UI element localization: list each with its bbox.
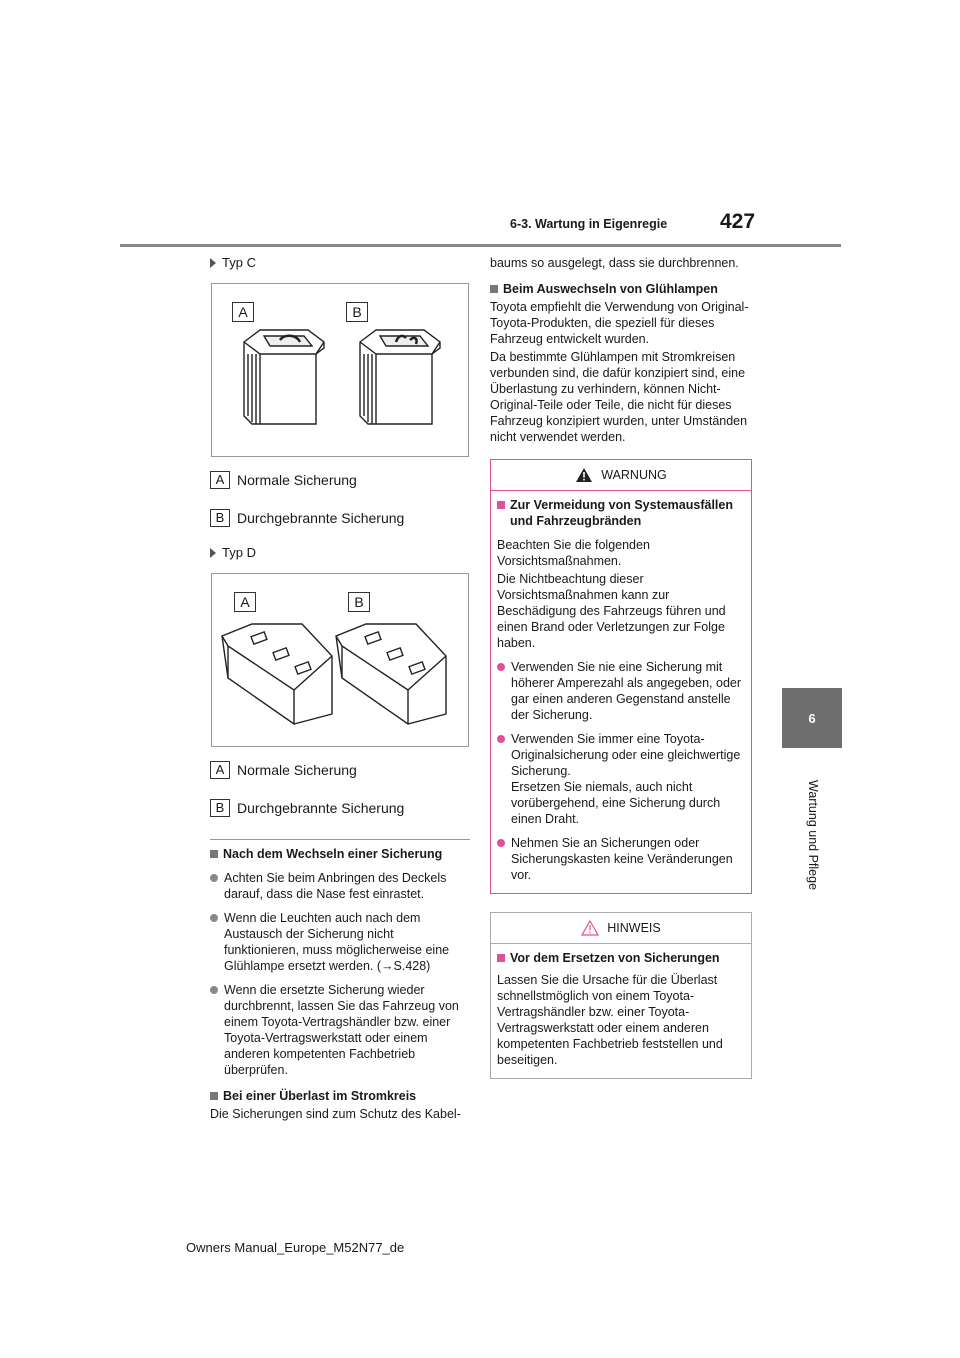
bulbs-heading: Beim Auswechseln von Glühlampen xyxy=(490,281,752,297)
list-item: Wenn die ersetzte Sicherung wieder durchbrennt, lassen Sie das Fahrzeug von einem Toyota-Vertragshändler bzw. einer Toyota-Vertragswerkstatt oder einem anderen kompetenten Fachbetrieb überprüfen. xyxy=(210,982,470,1078)
bulbs-text: Toyota empfiehlt die Verwendung von Original-Toyota-Produkten, die speziell für dieses Fahrzeug entwickelt wurden. xyxy=(490,300,749,346)
divider xyxy=(210,839,470,840)
legend-key-a: A xyxy=(210,471,230,489)
list-item: Verwenden Sie nie eine Sicherung mit höherer Amperezahl als angegeben, oder gar einen anderen Gegenstand anstelle der Sicherung. xyxy=(497,659,745,723)
notice-box xyxy=(490,912,752,1079)
list-item: Achten Sie beim Anbringen des Deckels darauf, dass die Nase fest einrastet. xyxy=(210,870,470,902)
chapter-tab xyxy=(782,688,842,748)
square-bullet-icon xyxy=(210,850,218,858)
right-column xyxy=(490,255,752,1079)
notice-text: Lassen Sie die Ursache für die Überlast schnellstmöglich von einem Toyota-Vertragshändler bzw. einer Toyota-Vertragswerkstatt oder einem anderen kompetenten Fachbetrieb feststellen und beseitigen. xyxy=(497,973,723,1067)
legend-a: A Normale Sicherung xyxy=(210,471,470,489)
legend-key-a: A xyxy=(210,761,230,779)
list-item: Verwenden Sie immer eine Toyota-Originalsicherung oder eine gleichwertige Sicherung. Ersetzen Sie niemals, auch nicht vorübergehend, eine Sicherung durch einen Draht. xyxy=(497,731,745,827)
square-bullet-icon xyxy=(490,285,498,293)
after-change-heading: Nach dem Wechseln einer Sicherung xyxy=(210,846,470,862)
caution-icon xyxy=(581,920,599,936)
legend-key-b: B xyxy=(210,509,230,527)
square-bullet-icon xyxy=(210,1092,218,1100)
warning-header: WARNUNG xyxy=(491,460,751,491)
overload-text: Die Sicherungen sind zum Schutz des Kabel- xyxy=(210,1107,461,1121)
arrow-icon xyxy=(210,548,216,558)
fuse-type-d-figure xyxy=(211,573,469,747)
legend-b: B Durchgebrannte Sicherung xyxy=(210,799,470,817)
overload-heading: Bei einer Überlast im Stromkreis xyxy=(210,1088,470,1104)
bulbs-text-2: Da bestimmte Glühlampen mit Stromkreisen verbunden sind, die dafür konzipiert sind, eine Überlastung zu verhindern, können Nicht-Original-Teile oder Teile, die nicht für dieses Fahrzeug konzipiert wurden, unter Umständen nicht verwendet werden. xyxy=(490,350,748,444)
page-number: 427 xyxy=(720,210,756,233)
label-b: B xyxy=(346,302,368,322)
list-item: Wenn die Leuchten auch nach dem Austausch der Sicherung nicht funktionieren, muss möglicherweise eine Glühlampe ersetzt werden. (→S.428) xyxy=(210,910,470,974)
chapter-label: Wartung und Pflege xyxy=(806,780,820,891)
bullet-icon xyxy=(497,839,505,847)
square-bullet-icon xyxy=(497,501,505,509)
warning-intro-2: Die Nichtbeachtung dieser Vorsichtsmaßnahmen kann zur Beschädigung des Fahrzeugs führen und einen Brand oder Verletzungen zur Folge haben. xyxy=(497,572,726,650)
chapter-number: 6 xyxy=(808,710,816,726)
bullet-icon xyxy=(497,735,505,743)
square-bullet-icon xyxy=(497,954,505,962)
bullet-icon xyxy=(497,663,505,671)
label-b: B xyxy=(348,592,370,612)
section-title: 6-3. Wartung in Eigenregie xyxy=(510,217,668,231)
bullet-icon xyxy=(210,986,218,994)
legend-a: A Normale Sicherung xyxy=(210,761,470,779)
type-c-heading: Typ C xyxy=(210,255,470,271)
bullet-icon xyxy=(210,914,218,922)
list-item: Nehmen Sie an Sicherungen oder Sicherungskasten keine Veränderungen vor. xyxy=(497,835,745,883)
continuation-text: baums so ausgelegt, dass sie durchbrennen. xyxy=(490,256,739,270)
label-a: A xyxy=(234,592,256,612)
fuse-c-illustration xyxy=(212,284,468,456)
notice-header: HINWEIS xyxy=(491,913,751,944)
label-a: A xyxy=(232,302,254,322)
legend-b: B Durchgebrannte Sicherung xyxy=(210,509,470,527)
fuse-d-illustration xyxy=(212,574,468,746)
header-rule xyxy=(120,244,841,247)
warning-icon xyxy=(575,467,593,483)
arrow-icon xyxy=(210,258,216,268)
warning-title: Zur Vermeidung von Systemausfällen und Fahrzeugbränden xyxy=(497,497,745,529)
warning-box xyxy=(490,459,752,894)
notice-title: Vor dem Ersetzen von Sicherungen xyxy=(497,950,745,966)
type-d-heading: Typ D xyxy=(210,545,470,561)
legend-key-b: B xyxy=(210,799,230,817)
warning-intro: Beachten Sie die folgenden Vorsichtsmaßnahmen. xyxy=(497,538,650,568)
footer: Owners Manual_Europe_M52N77_de xyxy=(186,1240,405,1255)
bullet-icon xyxy=(210,874,218,882)
left-column xyxy=(210,255,470,1122)
fuse-type-c-figure xyxy=(211,283,469,457)
